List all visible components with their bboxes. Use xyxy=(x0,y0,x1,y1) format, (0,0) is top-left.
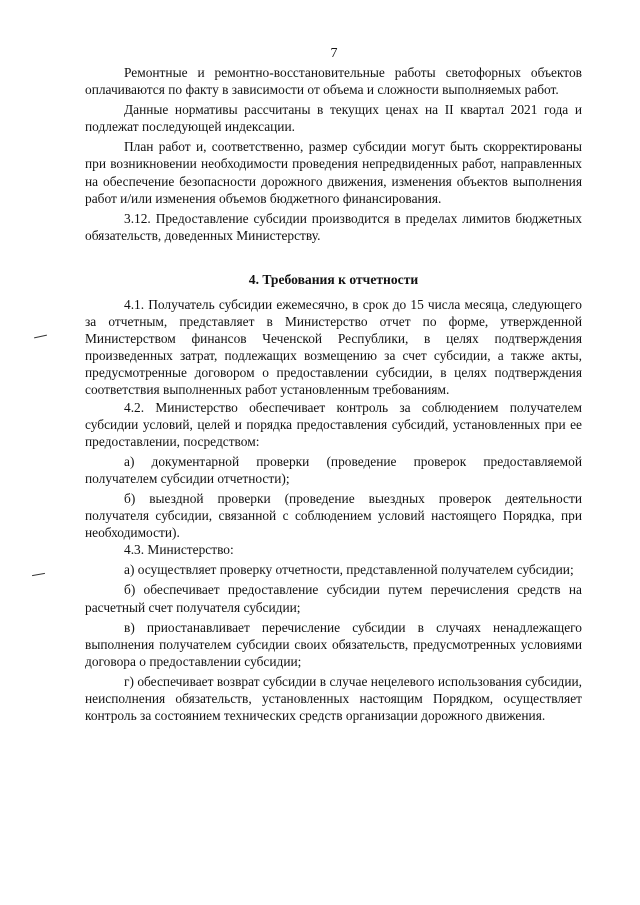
paragraph-4-2-a: а) документарной проверки (проведение проверок предоставляемой получателем субсидии отчетности); xyxy=(85,453,582,486)
paragraph-4-3-g: г) обеспечивает возврат субсидии в случае нецелевого использования субсидии, неисполнения обязательств, установленных настоящим Порядком, осуществляет контроль за состоянием технических средств организации дорожного движения. xyxy=(85,673,582,724)
paragraph-4-3-a: а) осуществляет проверку отчетности, представленной получателем субсидии; xyxy=(124,562,574,578)
page-number: 7 xyxy=(330,46,338,61)
paragraph-4-3-v: в) приостанавливает перечисление субсидии в случаях ненадлежащего выполнения получателем субсидии своих обязательств, предусмотренных условиями договора о предоставлении субсидии; xyxy=(85,619,582,669)
paragraph-3-12: 3.12. Предоставление субсидии производится в пределах лимитов бюджетных обязательств, доведенных Министерству. xyxy=(85,210,582,243)
margin-mark xyxy=(32,573,45,576)
margin-mark xyxy=(34,335,47,339)
section-heading: 4. Требования к отчетности xyxy=(248,271,419,287)
paragraph-4-3-b: б) обеспечивает предоставление субсидии путем перечисления средств на расчетный счет получателя субсидии; xyxy=(85,582,582,615)
paragraph-4-3: 4.3. Министерство: xyxy=(124,542,234,558)
paragraph-4-2: 4.2. Министерство обеспечивает контроль за соблюдением получателем субсидии условий, целей и порядка предоставления субсидий, установленных при ее предоставлении, посредством: xyxy=(85,399,582,449)
paragraph-work-plan: План работ и, соответственно, размер субсидии могут быть скорректированы при возникновении необходимости проведения непредвиденных работ, направленных на обеспечение безопасности дорожного движения, изменения объектов выполнения работ и/или изменения объемов бюджетного финансирования. xyxy=(85,139,582,206)
paragraph-4-2-b: б) выездной проверки (проведение выездных проверок деятельности получателя субсидии, связанной с соблюдением условий настоящего Порядка, при необходимости). xyxy=(85,490,582,541)
document-body xyxy=(85,64,582,724)
paragraph-norms-prices: Данные нормативы рассчитаны в текущих ценах на II квартал 2021 года и подлежат последующей индексации. xyxy=(85,102,582,135)
paragraph-repair-works: Ремонтные и ремонтно-восстановительные работы светофорных объектов оплачиваются по факту в зависимости от объема и сложности выполняемых работ. xyxy=(85,65,582,98)
paragraph-4-1: 4.1. Получатель субсидии ежемесячно, в срок до 15 числа месяца, следующего за отчетным, представляет в Министерство отчет по форме, утвержденной Министерством финансов Чеченской Республики, в целях подтверждения произведенных затрат, подлежащих возмещению за счет субсидии, а также акты, предусмотренные договором о предоставлении субсидии, в целях подтверждения соответствия выполненных работ установленным требованиям. xyxy=(85,296,582,398)
